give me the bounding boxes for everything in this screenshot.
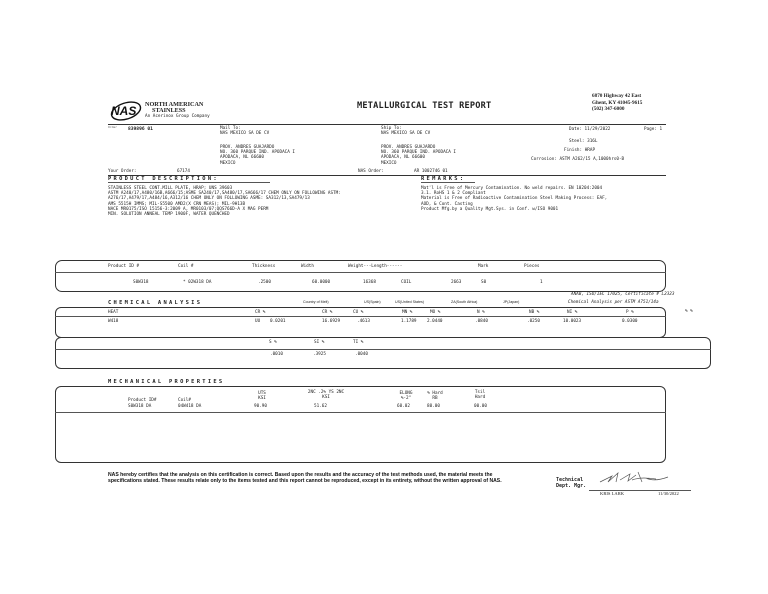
chem-value: UU bbox=[255, 319, 261, 324]
remarks-line: AOD, & Cont. Casting bbox=[421, 201, 473, 207]
yield-header: 2NC .2% YS 2NC KSI bbox=[307, 390, 345, 401]
country-jp-label: JP(Japan) bbox=[503, 300, 520, 304]
width-header: Width bbox=[301, 264, 314, 269]
description-line: STAINLESS STEEL CONT.MILL PLATE, HRAP; UNS 39603 bbox=[108, 186, 233, 191]
element-header: NB % bbox=[529, 310, 540, 315]
product-id-cell: S0W318 DA bbox=[128, 404, 152, 409]
document-title: METALLURGICAL TEST REPORT bbox=[357, 101, 492, 111]
accreditation-note: ANAB, ISO/IEC 17025, Certificate # L2323 bbox=[571, 292, 675, 297]
company-logo bbox=[108, 99, 148, 123]
chem-value: 10.0023 bbox=[563, 319, 582, 324]
company-phone: (502) 347-6000 bbox=[592, 106, 625, 112]
country-of-melt-label: Country of Melt) bbox=[303, 300, 329, 304]
element-header: MO % bbox=[430, 310, 441, 315]
mail-to-label: Mail To: bbox=[220, 126, 241, 131]
signature bbox=[596, 468, 676, 488]
coil-header: Coil # bbox=[178, 264, 194, 269]
ship-to-address-line: MEXICO bbox=[381, 160, 397, 166]
thickness-header: Thickness bbox=[252, 264, 276, 269]
signer-name: KRIS LARK bbox=[600, 491, 625, 496]
ship-to-address-line: NO. 360 PARQUE IND. APODACA I bbox=[381, 150, 457, 156]
steel-grade: Steel: 316L bbox=[569, 139, 598, 144]
company-address1: 6870 Highway 42 East bbox=[592, 93, 642, 99]
pieces-cell: 1 bbox=[540, 280, 543, 285]
mail-to-address-line: APODACA, NL 66600 bbox=[220, 155, 264, 161]
tsil-hard-header: Tsil Hard bbox=[474, 390, 486, 401]
chem-value: .0250 bbox=[527, 319, 540, 324]
thickness-cell: .2500 bbox=[258, 280, 271, 285]
weight-cell: 16368 bbox=[363, 280, 376, 285]
order-label: Order bbox=[108, 125, 118, 129]
chemical-analysis-heading: CHEMICAL ANALYSIS bbox=[108, 300, 203, 306]
logo-text: NAS bbox=[111, 104, 137, 118]
chem-value: 0.0201 bbox=[270, 319, 286, 324]
trailing-percent-label: % % bbox=[685, 309, 693, 314]
signature-date: 11/30/2022 bbox=[658, 491, 679, 496]
mail-to-address-line: NO. 360 PARQUE IND. APODACA I bbox=[220, 150, 296, 156]
hardness-value: 80.00 bbox=[427, 404, 440, 409]
ship-to-label: Ship To: bbox=[381, 126, 402, 131]
length-cell: 2663 bbox=[451, 280, 462, 285]
remarks-line: 3.1. RoHS 1 & 2 Compliant bbox=[421, 191, 486, 197]
remarks-underline bbox=[421, 182, 475, 183]
mark-cell: S0 bbox=[481, 280, 487, 285]
your-order-number: 67174 bbox=[177, 169, 190, 174]
elongation-header: ELONG %-2" bbox=[399, 391, 413, 402]
element-header: SI % bbox=[314, 340, 325, 345]
chem-value: .0010 bbox=[270, 352, 283, 357]
mark-header: Mark bbox=[478, 264, 489, 269]
element-header: CR % bbox=[322, 310, 333, 315]
ship-to-name: NAS MEXICO SA DE CV bbox=[381, 131, 431, 136]
dept-manager-label: Dept. Mgr. bbox=[556, 483, 587, 489]
chemical-table-divider-2 bbox=[55, 349, 711, 350]
analysis-standard-note: Chemical Analysis per ASTM A751/14a bbox=[568, 300, 659, 305]
company-address2: Ghent, KY 41045-9615 bbox=[592, 99, 643, 106]
finish: Finish: HRAP bbox=[564, 148, 596, 153]
uts-value: 90.90 bbox=[254, 404, 267, 409]
certification-statement: NAS hereby certifies that the analysis on this certification is correct. Based upon the results and the accuracy of the test methods used, the material meets the specifications stated. These results relate only to the items tested and this report cannot be reproduced, except in its entirety, without the written approval of NAS. bbox=[108, 472, 502, 485]
width-cell: 60.0000 bbox=[312, 280, 331, 285]
company-name-line2: STAINLESS bbox=[152, 107, 186, 114]
ship-to-address-line: PROV. ANDRES GUAJARDO bbox=[381, 145, 436, 150]
product-description-heading: PRODUCT DESCRIPTION: bbox=[108, 175, 219, 182]
report-date: Date: 11/29/2022 bbox=[569, 127, 611, 132]
description-line: MIN. SOLUTION ANNEAL TEMP 1900F, WATER QUENCHED bbox=[108, 212, 230, 218]
country-za-label: ZA(South Africa) bbox=[451, 300, 478, 304]
uts-header: UTS KSI bbox=[258, 391, 266, 402]
element-header: P % bbox=[626, 310, 634, 315]
remarks-line: Mat'l is Free of Mercury Contamination. No weld repairs. EN 10204:2004 bbox=[421, 186, 603, 191]
mail-to-address bbox=[220, 145, 295, 166]
yield-value: 51.62 bbox=[314, 404, 327, 409]
technical-label: Technical bbox=[556, 477, 584, 483]
tsil-hard-value: 00.00 bbox=[474, 404, 487, 409]
description-line: ASTM A240/17,A480/16B,A666/15;ASME SA240/17,SA480/17,SA666/17 CHEM ONLY ON FOLLOWING ASTM: bbox=[108, 191, 341, 197]
order-number: 839896 01 bbox=[128, 127, 153, 132]
product-table-divider bbox=[55, 272, 666, 273]
product-id-header: Product ID # bbox=[108, 264, 140, 269]
description-line: AMS 5515H IMMS; MIL-S5500 AMD2(X CRN MEAS); MIL-9H13B bbox=[108, 201, 246, 207]
header-rule bbox=[108, 124, 666, 125]
description-underline bbox=[108, 182, 270, 183]
corrosion-spec: Corrosion: ASTM A262/15 A,1000hrs0-B bbox=[531, 157, 625, 162]
heat-header: HEAT bbox=[108, 310, 119, 315]
chem-value: 2.0440 bbox=[427, 319, 443, 324]
chem-value: 1.1789 bbox=[401, 319, 417, 324]
chem-value: .0040 bbox=[355, 352, 368, 357]
company-name-line1: NORTH AMERICAN bbox=[145, 101, 204, 108]
chem-value: .3925 bbox=[313, 352, 326, 357]
your-order-label: Your Order: bbox=[108, 169, 137, 174]
chem-value: .0840 bbox=[475, 319, 488, 324]
country-spain-label: US(Spain) bbox=[364, 300, 381, 304]
page-number: Page: 1 bbox=[644, 127, 663, 132]
ship-to-address-line: APODACA, NL 66600 bbox=[381, 155, 425, 161]
element-header: N % bbox=[477, 310, 485, 315]
remarks-line: Product Mfg.by a Quality Mgt.Sys. in Conf. w/ISO 9001 bbox=[421, 206, 559, 212]
chemical-table-divider-1 bbox=[55, 316, 666, 317]
elongation-value: 60.02 bbox=[397, 404, 410, 409]
mail-to-address-line: MEXICO bbox=[220, 160, 236, 166]
chemical-table-box-2 bbox=[55, 337, 711, 369]
chem-value: 0.0300 bbox=[622, 319, 638, 324]
element-header: S % bbox=[269, 340, 277, 345]
remarks-heading: REMARKS: bbox=[421, 175, 466, 182]
product-id-header: Product ID# bbox=[128, 398, 157, 403]
remarks-text bbox=[421, 186, 607, 212]
mechanical-table-divider bbox=[55, 412, 666, 413]
ship-to-address bbox=[381, 145, 456, 166]
description-line: NACE MR0175/ISO 15156-3:2009 A, MR0103/07;QQS766D-A X MAG PERM bbox=[108, 206, 269, 212]
pieces-header: Pieces bbox=[524, 264, 540, 269]
coil-cell: 04W418 DA bbox=[178, 404, 202, 409]
coil-header: Coil# bbox=[178, 398, 191, 403]
nas-order-label: NAS Order: bbox=[358, 169, 384, 174]
coil-cell: * 02W318 DA bbox=[183, 280, 212, 285]
heat-cell: W418 bbox=[108, 319, 119, 324]
chem-value: 16.6929 bbox=[322, 319, 341, 324]
product-id-cell: S0W318 bbox=[133, 280, 149, 285]
description-line: A276/17,A479/17,A484/16,A312/16 CHEM ONLY ON FOLLOWING ASME: SA312/13,SA479/13 bbox=[108, 196, 310, 202]
element-header: TI % bbox=[353, 340, 364, 345]
company-tagline: An Acerinox Group Company bbox=[145, 114, 210, 119]
country-us-label: US(United States) bbox=[395, 300, 424, 304]
hardness-header: % Hard RB bbox=[427, 391, 443, 402]
remarks-line: Material is Free of Radioactive Contamination Steel Making Process: EAF, bbox=[421, 196, 608, 202]
mail-to-address-line: PROV. ANDRES GUAJARDO bbox=[220, 145, 275, 150]
element-header: CR % bbox=[255, 310, 266, 315]
mechanical-properties-heading: MECHANICAL PROPERTIES bbox=[108, 379, 225, 385]
product-description-text bbox=[108, 186, 341, 217]
element-header: CU % bbox=[353, 310, 364, 315]
element-header: MN % bbox=[402, 310, 413, 315]
weight-length-header: Weight---Length------ bbox=[348, 264, 403, 269]
element-header: NI % bbox=[567, 310, 578, 315]
nas-order-number: AR 1002746 01 bbox=[414, 169, 448, 174]
mail-to-name: NAS MEXICO SA DE CV bbox=[220, 131, 270, 136]
chem-value: .4613 bbox=[357, 319, 370, 324]
type-cell: COIL bbox=[401, 280, 412, 285]
